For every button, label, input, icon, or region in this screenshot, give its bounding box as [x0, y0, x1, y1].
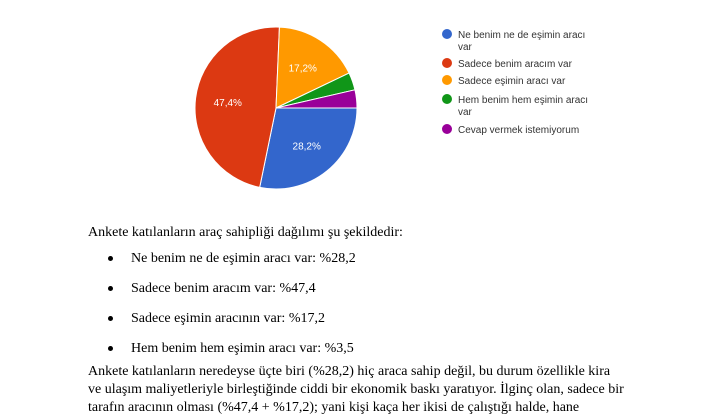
legend-swatch	[442, 75, 452, 85]
legend-swatch	[442, 94, 452, 104]
bullet-item	[108, 310, 668, 340]
paragraph-line: tarafın aracının olması (%47,4 + %17,2); yani kişi kaça her ikisi de çalıştığı halde, hane	[88, 400, 580, 415]
bullet-dot-icon	[108, 316, 113, 321]
slice-data-label: 28,2%	[292, 141, 321, 153]
legend-label: Sadece eşimin aracı var	[458, 76, 566, 87]
bullet-item	[108, 250, 668, 280]
slice-data-label: 47,4%	[213, 98, 242, 110]
legend-label: var	[458, 42, 472, 53]
legend-swatch	[442, 124, 452, 134]
legend-label: Hem benim hem eşimin aracı	[458, 95, 589, 106]
slice-data-label: 17,2%	[288, 63, 317, 75]
paragraph-line: Ankete katılanların neredeyse üçte biri (%28,2) hiç araca sahip değil, bu durum özellikle kira	[88, 364, 611, 379]
intro-text: Ankete katılanların araç sahipliği dağılımı şu şekildedir:	[88, 225, 403, 240]
bullet-dot-icon	[108, 346, 113, 351]
bullet-item	[108, 280, 668, 310]
bullet-text: Sadece eşimin aracının var: %17,2	[131, 311, 325, 326]
body-paragraph	[88, 363, 640, 417]
legend-label: Ne benim ne de eşimin aracı	[458, 30, 586, 41]
legend-label: Sadece benim aracım var	[458, 59, 572, 70]
bullet-text: Ne benim ne de eşimin aracı var: %28,2	[131, 251, 356, 266]
legend-label: var	[458, 107, 472, 118]
bullet-text: Sadece benim aracım var: %47,4	[131, 281, 316, 296]
bullet-dot-icon	[108, 256, 113, 261]
bullet-text: Hem benim hem eşimin aracı var: %3,5	[131, 341, 354, 356]
paragraph-line: ve ulaşım maliyetleriyle birleştiğinde ciddi bir ekonomik baskı yaratıyor. İlginç olan, sadece bir	[88, 382, 624, 397]
bullet-dot-icon	[108, 286, 113, 291]
bullet-list	[108, 250, 668, 370]
legend-swatch	[442, 29, 452, 39]
legend-label: Cevap vermek istemiyorum	[458, 125, 580, 136]
pie-chart	[0, 0, 724, 200]
legend-swatch	[442, 58, 452, 68]
